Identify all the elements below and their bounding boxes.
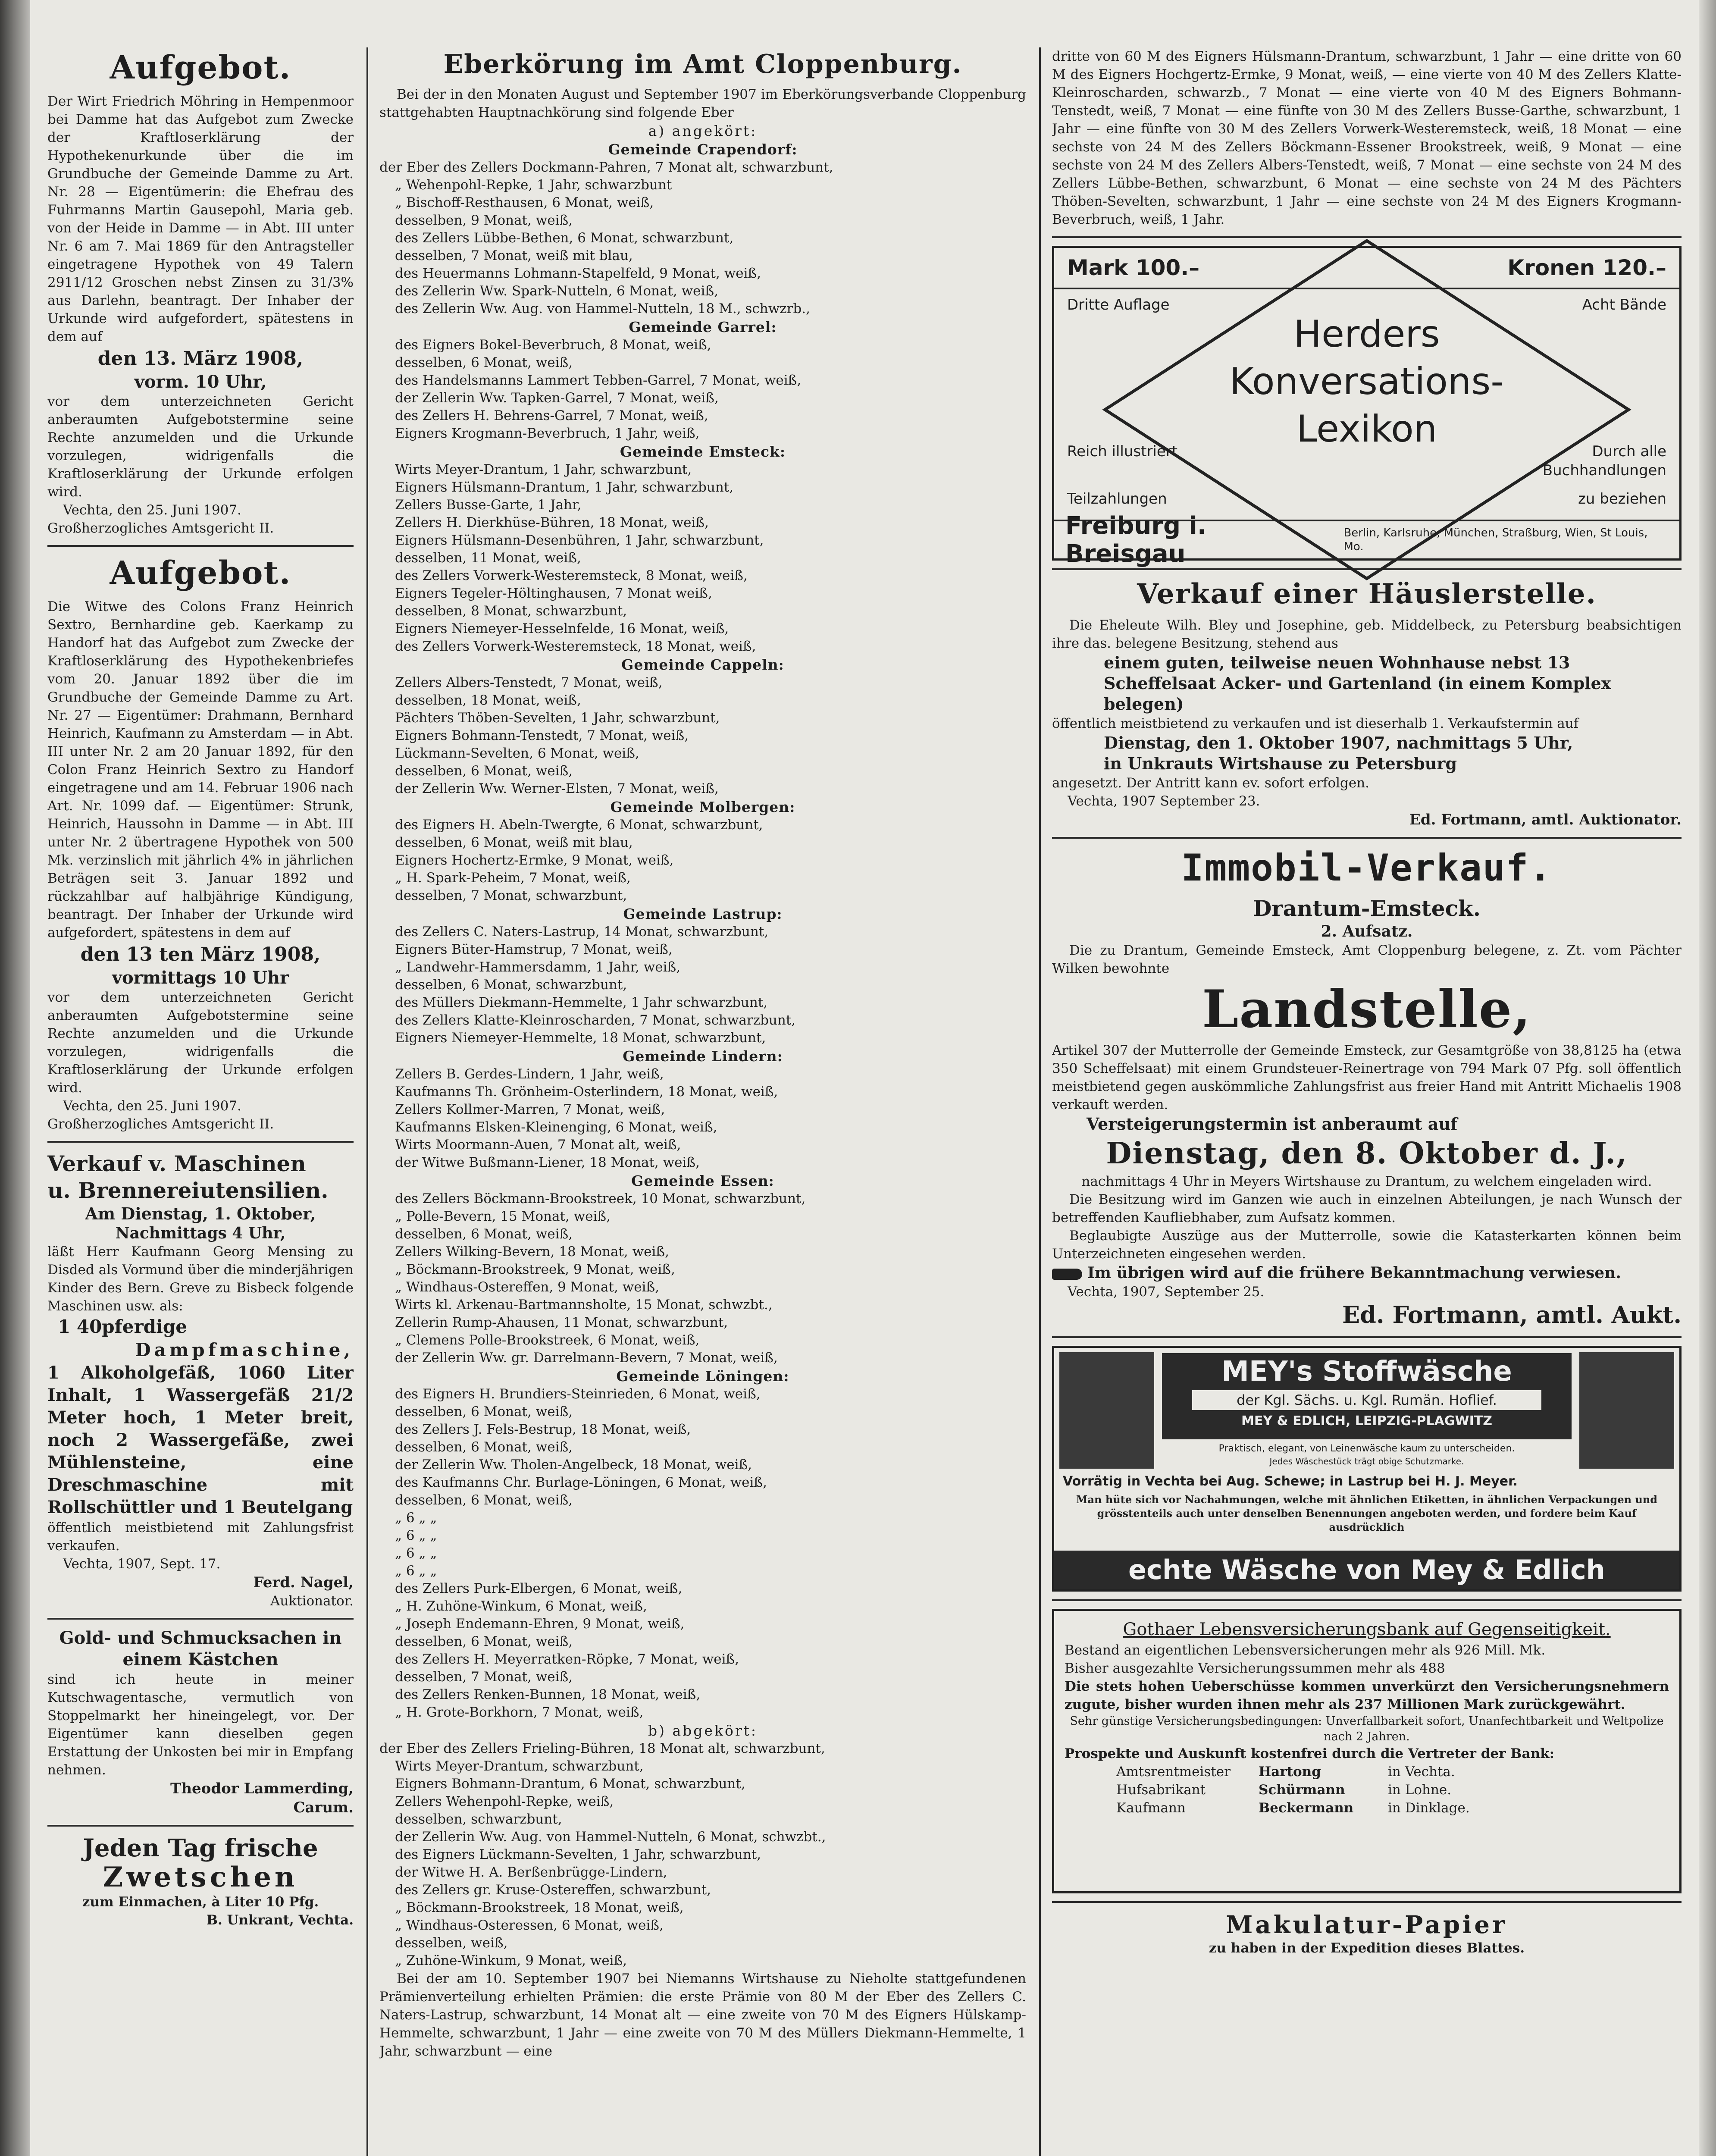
- notice-title: Aufgebot.: [110, 555, 291, 592]
- notice-makulatur: [1052, 1911, 1682, 1957]
- list-item: der Zellerin Ww. Tholen-Angelbeck, 18 Monat, weiß,: [395, 1457, 752, 1473]
- list-item: Eigners Niemeyer-Hesselnfelde, 16 Monat, weiß,: [395, 621, 729, 636]
- notice-item: 1 40pferdige: [58, 1316, 187, 1337]
- ad-warning: Man hüte sich vor Nachahmungen, welche mit ähnlichen Etiketten, in ähnlichen Verpackungen und grösstenteils auch unter denselben Benennungen angeboten werden, und fordere beim Kauf ausdrücklich: [1076, 1493, 1658, 1533]
- notice-text: sind ich heute in meiner Kutschwagentasche, vermutlich von Stoppelmarkt her hineingelegt, vor. Der Eigentümer kann dieselben gegen Erstattung der Unkosten bei mir in Empfang nehmen.: [47, 1672, 354, 1778]
- list-item: des Zellers H. Meyerratken-Röpke, 7 Monat, weiß,: [395, 1651, 739, 1667]
- list-item: Wirts Moormann-Auen, 7 Monat alt, weiß,: [395, 1137, 681, 1153]
- list-item: Wirts kl. Arkenau-Bartmannsholte, 15 Monat, schwzbt.,: [395, 1297, 773, 1313]
- notice-dateline: Vechta, 1907, September 25.: [1068, 1284, 1265, 1300]
- agent-place: in Dinklage.: [1388, 1800, 1470, 1816]
- list-item: Zellerin Rump-Ahausen, 11 Monat, schwarzbunt,: [395, 1315, 728, 1330]
- notice-date: Am Dienstag, 1. Oktober,: [85, 1204, 316, 1223]
- list-item: Kaufmanns Th. Grönheim-Osterlindern, 18 Monat, weiß,: [395, 1084, 778, 1100]
- table-row: [1065, 1763, 1669, 1781]
- list-item: der Witwe H. A. Berßenbrügge-Lindern,: [395, 1865, 667, 1880]
- list-item: des Zellers gr. Kruse-Ostereffen, schwarzbunt,: [395, 1882, 711, 1898]
- list-item: desselben, 8 Monat, schwarzbunt,: [395, 603, 627, 619]
- notice-aufgebot-1: [47, 49, 354, 537]
- notice-date: Dienstag, den 1. Oktober 1907, nachmittags 5 Uhr,: [1104, 733, 1573, 752]
- notice-time: nachmittags 4 Uhr in Meyers Wirtshause zu Drantum, zu welchem eingeladen wird.: [1081, 1174, 1652, 1189]
- notice-text: angesetzt. Der Antritt kann ev. sofort erfolgen.: [1052, 775, 1370, 791]
- ad-price-kronen: Kronen 120.–: [1507, 255, 1666, 280]
- list-item: desselben, 6 Monat, weiß,: [395, 355, 573, 370]
- notice-item: Dampfmaschine,: [135, 1339, 354, 1360]
- list-item: des Zellers J. Fels-Bestrup, 18 Monat, weiß,: [395, 1422, 691, 1437]
- notice-place: Vechta, den 25. Juni 1907.: [63, 1098, 241, 1114]
- ad-availability: Durch alle Buchhandlungen: [1542, 443, 1666, 479]
- notice-text: Die Eheleute Wilh. Bley und Josephine, geb. Middelbeck, zu Petersburg beabsichtigen ihre das. belegene Besitzung, stehend aus: [1052, 617, 1682, 651]
- list-item: der Witwe Bußmann-Liener, 18 Monat, weiß,: [395, 1155, 700, 1170]
- notice-court: Großherzogliches Amtsgericht II.: [47, 520, 274, 536]
- list-item: „ Joseph Endemann-Ehren, 9 Monat, weiß,: [395, 1616, 685, 1632]
- table-row: [1065, 1799, 1669, 1817]
- list-item: „ Landwehr-Hammersdamm, 1 Jahr, weiß,: [395, 959, 681, 975]
- ad-gothaer-versicherung: [1052, 1609, 1682, 1893]
- ad-price-mark: Mark 100.–: [1067, 255, 1200, 280]
- list-item: Zellers Albers-Tenstedt, 7 Monat, weiß,: [395, 675, 663, 690]
- list-item: Zellers Wehenpohl-Repke, weiß,: [395, 1794, 614, 1809]
- notice-maschinen: [47, 1150, 354, 1610]
- ad-firm: MEY & EDLICH, LEIPZIG-PLAGWITZ: [1241, 1413, 1492, 1429]
- ad-installments: Teilzahlungen: [1067, 490, 1167, 508]
- pointing-hand-icon: [1052, 1269, 1082, 1280]
- notice-property: einem guten, teilweise neuen Wohnhause nebst 13 Scheffelsaat Acker- und Gartenland (in einem Komplex belegen): [1104, 653, 1611, 714]
- notice-signature-place: Carum.: [293, 1799, 354, 1816]
- list-item: des Handelsmanns Lammert Tebben-Garrel, 7 Monat, weiß,: [395, 373, 802, 388]
- list-item: der Zellerin Ww. gr. Darrelmann-Bevern, 7 Monat, weiß,: [395, 1350, 778, 1366]
- column-left: [47, 47, 354, 2156]
- list-item: desselben, 11 Monat, weiß,: [395, 550, 581, 566]
- agent-role: Amtsrentmeister: [1116, 1764, 1231, 1780]
- list-item: Eigners Bohmann-Tenstedt, 7 Monat, weiß,: [395, 728, 689, 743]
- scan-edge-left: [0, 0, 30, 2156]
- column-rule: [1039, 47, 1041, 2156]
- municipality-heading: Gemeinde Cappeln:: [621, 656, 784, 673]
- notice-headline: Landstelle,: [1202, 979, 1531, 1040]
- notice-title: Verkauf einer Häuslerstelle.: [1137, 578, 1597, 610]
- list-item: desselben, 9 Monat, weiß,: [395, 213, 573, 228]
- notice-text: Beglaubigte Auszüge aus der Mutterrolle, sowie die Katasterkarten können beim Unterzeichneten eingesehen werden.: [1052, 1228, 1682, 1262]
- divider: [1052, 1336, 1682, 1338]
- list-item: Kaufmanns Elsken-Kleinenging, 6 Monat, weiß,: [395, 1119, 717, 1135]
- list-item: desselben, 6 Monat, weiß mit blau,: [395, 835, 633, 850]
- notice-date: Dienstag, den 8. Oktober d. J.,: [1106, 1136, 1628, 1171]
- list-item: des Eigners H. Abeln-Twergte, 6 Monat, schwarzbunt,: [395, 817, 763, 833]
- municipality-heading: Gemeinde Molbergen:: [610, 799, 795, 815]
- ad-publisher-bar: [1054, 512, 1679, 568]
- list-item: „ Böckmann-Brookstreek, 18 Monat, weiß,: [395, 1900, 684, 1915]
- ad-supplier: der Kgl. Sächs. u. Kgl. Rumän. Hoflief.: [1192, 1390, 1541, 1410]
- notice-title: Verkauf v. Maschinen: [47, 1151, 306, 1176]
- notice-date: den 13. März 1908,: [97, 348, 304, 370]
- ad-text: Prospekte und Auskunft kostenfrei durch die Vertreter der Bank:: [1065, 1746, 1555, 1761]
- list-item: des Zellers Böckmann-Brookstreek, 10 Monat, schwarzbunt,: [395, 1191, 806, 1206]
- notice-immobil: [1052, 846, 1682, 1329]
- divider: [1052, 1901, 1682, 1903]
- list-item: des Zellerin Ww. Spark-Nutteln, 6 Monat, weiß,: [395, 283, 718, 299]
- list-item: des Eigners H. Brundiers-Steinrieden, 6 Monat, weiß,: [395, 1386, 761, 1402]
- list-item: Eigners Tegeler-Höltinghausen, 7 Monat weiß,: [395, 586, 712, 601]
- notice-text: öffentlich meistbietend mit Zahlungsfrist verkaufen.: [47, 1520, 354, 1554]
- list-item: „ 6 „ „: [395, 1510, 437, 1526]
- list-item: „ H. Zuhöne-Winkum, 6 Monat, weiß,: [395, 1598, 647, 1614]
- ad-description: Praktisch, elegant, von Leinenwäsche kaum zu unterscheiden.: [1218, 1443, 1515, 1454]
- list-item: des Müllers Diekmann-Hemmelte, 1 Jahr schwarzbunt,: [395, 995, 768, 1010]
- list-item: Pächters Thöben-Sevelten, 1 Jahr, schwarzbunt,: [395, 710, 720, 726]
- list-item: Eigners Niemeyer-Hemmelte, 18 Monat, schwarzbunt,: [395, 1030, 766, 1046]
- list-item: des Eigners Lückmann-Sevelten, 1 Jahr, schwarzbunt,: [395, 1847, 761, 1862]
- divider: [47, 1141, 354, 1143]
- list-item: Wirts Meyer-Drantum, schwarzbunt,: [395, 1758, 644, 1774]
- notice-place: Vechta, 1907, Sept. 17.: [63, 1556, 221, 1572]
- list-item: des Zellers C. Naters-Lastrup, 14 Monat, schwarzbunt,: [395, 924, 769, 940]
- notice-text: zum Einmachen, à Liter 10 Pfg.: [82, 1894, 319, 1910]
- ad-stockists: Vorrätig in Vechta bei Aug. Schewe; in Lastrup bei H. J. Meyer.: [1063, 1474, 1518, 1489]
- list-item: desselben, 6 Monat, weiß,: [395, 1226, 573, 1242]
- list-item: Wirts Meyer-Drantum, 1 Jahr, schwarzbunt,: [395, 462, 692, 477]
- list-item: „ 6 „ „: [395, 1563, 437, 1579]
- notice-signature: Ferd. Nagel,: [253, 1574, 354, 1591]
- notice-title: u. Brennereiutensilien.: [47, 1178, 329, 1203]
- notice-time: vormittags 10 Uhr: [112, 968, 289, 988]
- notice-text: Die zu Drantum, Gemeinde Emsteck, Amt Cloppenburg belegene, z. Zt. vom Pächter Wilken bewohnte: [1052, 943, 1682, 976]
- list-item: Zellers H. Dierkhüse-Bühren, 18 Monat, weiß,: [395, 515, 709, 530]
- notice-title: Zwetschen: [103, 1861, 298, 1893]
- section-label: a) angekört:: [648, 122, 758, 139]
- list-item: „ Windhaus-Osteressen, 6 Monat, weiß,: [395, 1918, 664, 1933]
- list-item: desselben, weiß,: [395, 1935, 508, 1951]
- notice-text: Der Wirt Friedrich Möhring in Hempenmoor bei Damme hat das Aufgebot zum Zwecke der Kraftloserklärung der Hypothekenurkunde über die im Grundbuche der Gemeinde Damme zu Art. Nr. 28 — Eigentümerin: die Ehefrau des Fuhrmanns Martin Gausepohl, Maria geb. von der Heide in Damme — in Abt. III unter Nr. 6 am 7. Mai 1869 für den Antragsteller eingetragene Hypothek von 49 Talern 2911/12 Groschen nebst Zinsen zu 31/3% aus Darlehn, beantragt. Der Inhaber der Urkunde wird aufgefordert, spätestens in dem auf: [47, 94, 354, 345]
- list-item: Eigners Hülsmann-Drantum, 1 Jahr, schwarzbunt,: [395, 479, 734, 495]
- list-item: desselben, 7 Monat, weiß,: [395, 1669, 573, 1685]
- notice-subtitle: 2. Aufsatz.: [1321, 922, 1413, 940]
- article-intro: Bei der in den Monaten August und September 1907 im Eberkörungsverbande Cloppenburg stattgehabten Hauptnachkörung sind folgende Eber: [379, 87, 1026, 120]
- ad-volumes: Acht Bände: [1582, 296, 1666, 313]
- ad-availability: zu beziehen: [1578, 490, 1666, 508]
- list-item: Eigners Hülsmann-Desenbühren, 1 Jahr, schwarzbunt,: [395, 533, 764, 548]
- collar-icon: [1059, 1352, 1154, 1469]
- agent-name: Hartong: [1259, 1764, 1321, 1780]
- list-item: desselben, 6 Monat, weiß,: [395, 1634, 573, 1649]
- agent-name: Beckermann: [1259, 1800, 1354, 1816]
- list-item: der Eber des Zellers Frieling-Bühren, 18 Monat alt, schwarzbunt,: [379, 1741, 825, 1756]
- ad-title: Gothaer Lebensversicherungsbank auf Gegenseitigkeit.: [1123, 1620, 1611, 1639]
- notice-haeusler: [1052, 578, 1682, 829]
- notice-text: vor dem unterzeichneten Gericht anberaumten Aufgebotstermine seine Rechte anzumelden und die Urkunde vorzulegen, widrigenfalls die Kraftloserklärung der Urkunde erfolgen wird.: [47, 990, 354, 1096]
- newspaper-page: [47, 47, 1682, 2156]
- notice-court: Großherzogliches Amtsgericht II.: [47, 1116, 274, 1132]
- list-item: des Zellers H. Behrens-Garrel, 7 Monat, weiß,: [395, 408, 708, 423]
- list-item: des Zellers Klatte-Kleinroscharden, 7 Monat, schwarzbunt,: [395, 1012, 796, 1028]
- list-item: desselben, 7 Monat, schwarzbunt,: [395, 888, 627, 903]
- notice-text: läßt Herr Kaufmann Georg Mensing zu Disded als Vormund über die minderjährigen Kinder des Bern. Greve zu Bisbeck folgende Maschinen usw. als:: [47, 1244, 354, 1314]
- list-item: desselben, 6 Monat, schwarzbunt,: [395, 977, 627, 993]
- column-middle: [379, 47, 1026, 2156]
- notice-text: Die Witwe des Colons Franz Heinrich Sextro, Bernhardine geb. Kaerkamp zu Handorf hat das Aufgebot zum Zwecke der Kraftloserklärung des Hypothekenbriefes vom 20. Januar 1892 über die im Grundbuche der Gemeinde Damme zu Art. Nr. 27 — Eigentümer: Drahmann, Bernhard Heinrich, Kaufmann zu Amsterdam — in Abt. III unter Nr. 2 am 20 Januar 1892, für den Colon Franz Heinrich Sextro zu Handorf eingetragene und am 14. Februar 1906 nach Art. Nr. 1099 daf. — Eigentümer: Strunk, Heinrich, Haussohn in Damme — in Abt. III unter Nr. 2 übertragene Hypothek von 500 Mk. verzinslich mit jährlich 4% in jährlichen Beträgen seit 3. Januar 1892 und rückzahlbar auf halbjährige Kündigung, beantragt. Der Inhaber der Urkunde wird aufgefordert, spätestens in dem auf: [47, 599, 354, 940]
- ad-title: Konversations-: [1229, 360, 1504, 403]
- notice-gold: [47, 1627, 354, 1817]
- article-continuation: dritte von 60 M des Eigners Hülsmann-Drantum, schwarzbunt, 1 Jahr — eine dritte von 60 M des Eigners Hochgertz-Ermke, 9 Monat, weiß, — eine vierte von 40 M des Zellers Klatte-Kleinroscharden, schwarzb., 7 Monat — eine vierte von 40 M des Eigners Bohmann-Tenstedt, weiß, 7 Monat — eine fünfte von 30 M des Zellers Busse-Garthe, schwarzbunt, 1 Jahr — eine fünfte von 30 M des Zellers Vorwerk-Westeremsteck, weiß, 18 Monat — eine sechste von 24 M des Zellers Böckmann-Essener Brookstreek, weiß, 9 Monat — eine sechste von 24 M des Zellers Albers-Tenstedt, weiß, 7 Monat — eine sechste von 24 M des Zellers Lübbe-Bethen, schwarzbunt, 6 Monat — eine sechste von 24 M des Pächters Thöben-Sevelten, schwarzbunt, 1 Jahr — eine sechste von 24 M des Eigners Krogmann-Beverbruch, weiß, 1 Jahr.: [1052, 49, 1682, 227]
- list-item: desselben, 7 Monat, weiß mit blau,: [395, 248, 633, 263]
- notice-text: Im übrigen wird auf die frühere Bekanntmachung verwiesen.: [1087, 1264, 1621, 1282]
- table-row: [1065, 1781, 1669, 1799]
- notice-text: öffentlich meistbietend zu verkaufen und ist dieserhalb 1. Verkaufstermin auf: [1052, 716, 1579, 731]
- notice-title: Gold- und Schmucksachen in einem Kästchen: [59, 1628, 342, 1670]
- boar-rejected-list: [379, 1740, 1026, 1970]
- agent-place: in Vechta.: [1388, 1764, 1455, 1780]
- list-item: Zellers Busse-Garte, 1 Jahr,: [395, 497, 582, 513]
- ad-text: Die stets hohen Ueberschüsse kommen unverkürzt den Versicherungsnehmern zugute, bisher wurden ihnen mehr als 237 Millionen Mark zurückgewährt.: [1065, 1679, 1669, 1712]
- notice-dateline: Vechta, 1907 September 23.: [1068, 793, 1260, 809]
- list-item: „ H. Spark-Peheim, 7 Monat, weiß,: [395, 870, 631, 886]
- agent-role: Kaufmann: [1116, 1800, 1186, 1816]
- municipality-heading: Gemeinde Lastrup:: [623, 906, 783, 922]
- list-item: des Zellerin Ww. Aug. von Hammel-Nutteln, 18 M., schwzrb.,: [395, 301, 810, 317]
- ad-description: Jedes Wäschestück trägt obige Schutzmarke.: [1269, 1456, 1464, 1467]
- list-item: „ Böckmann-Brookstreek, 9 Monat, weiß,: [395, 1262, 675, 1277]
- ad-mey-stoffwaesche: [1052, 1346, 1682, 1592]
- municipality-heading: Gemeinde Löningen:: [616, 1368, 789, 1385]
- notice-zwetschen: [47, 1834, 354, 1929]
- notice-title: Aufgebot.: [110, 49, 291, 86]
- list-item: des Zellers Renken-Bunnen, 18 Monat, weiß,: [395, 1687, 701, 1702]
- notice-signature: Ed. Fortmann, amtl. Auktionator.: [1409, 811, 1682, 828]
- notice-subtitle: Drantum-Emsteck.: [1253, 896, 1481, 921]
- list-item: desselben, 6 Monat, weiß,: [395, 1439, 573, 1455]
- list-item: der Zellerin Ww. Werner-Elsten, 7 Monat, weiß,: [395, 781, 719, 796]
- list-item: des Kaufmanns Chr. Burlage-Löningen, 6 Monat, weiß,: [395, 1475, 767, 1490]
- divider: [47, 1825, 354, 1827]
- notice-place: Vechta, den 25. Juni 1907.: [63, 502, 241, 518]
- list-item: „ 6 „ „: [395, 1545, 437, 1561]
- municipality-heading: Gemeinde Lindern:: [623, 1048, 783, 1065]
- divider: [47, 1618, 354, 1620]
- notice-text: vor dem unterzeichneten Gericht anberaumten Aufgebotstermine seine Rechte anzumelden und die Urkunde vorzulegen, widrigenfalls die Kraftloserklärung der Urkunde erfolgen wird.: [47, 394, 354, 500]
- notice-signature-role: Auktionator.: [270, 1593, 354, 1609]
- agent-role: Hufsabrikant: [1116, 1782, 1206, 1798]
- list-item: der Zellerin Ww. Aug. von Hammel-Nutteln, 6 Monat, schwzbt.,: [395, 1829, 826, 1845]
- ad-edition: Dritte Auflage: [1067, 296, 1170, 313]
- notice-item: 1 Alkoholgefäß, 1060 Liter Inhalt, 1 Wassergefäß 21/2 Meter hoch, 1 Meter breit, noch 2 Wassergefäße, zwei Mühlensteine, eine Dreschmaschine mit Rollschüttler und 1 Beutelgang: [47, 1363, 354, 1517]
- notice-title: Jeden Tag frische: [83, 1834, 318, 1862]
- list-item: des Eigners Bokel-Beverbruch, 8 Monat, weiß,: [395, 337, 711, 353]
- notice-text: Artikel 307 der Mutterrolle der Gemeinde Emsteck, zur Gesamtgröße von 38,8125 ha (etwa 350 Scheffelsaat) mit einem Grundsteuer-Reinertrage von 794 Mark 07 Pfg. soll öffentlich meistbietend gegen auskömmliche Zahlungsfrist aus freier Hand mit Antritt Michaelis 1908 verkauft werden.: [1052, 1043, 1682, 1112]
- divider: [47, 545, 354, 547]
- list-item: Zellers Wilking-Bevern, 18 Monat, weiß,: [395, 1244, 669, 1260]
- municipality-heading: Gemeinde Essen:: [631, 1172, 774, 1189]
- article-title: Eberkörung im Amt Cloppenburg.: [443, 49, 962, 79]
- ad-illustrated: Reich illustriert: [1067, 443, 1178, 460]
- list-item: desselben, schwarzbunt,: [395, 1811, 562, 1827]
- municipality-heading: Gemeinde Crapendorf:: [608, 141, 798, 158]
- ad-text: Sehr günstige Versicherungsbedingungen: Unverfallbarkeit sofort, Unanfechtbarkeit und Weltpolize nach 2 Jahren.: [1070, 1714, 1664, 1743]
- notice-aufgebot-2: [47, 555, 354, 1133]
- list-item: Lückmann-Sevelten, 6 Monat, weiß,: [395, 746, 639, 761]
- list-item: „ Polle-Bevern, 15 Monat, weiß,: [395, 1209, 611, 1224]
- notice-signature: Ed. Fortmann, amtl. Aukt.: [1342, 1301, 1682, 1329]
- scan-edge-right: [1699, 0, 1716, 2156]
- notice-place: in Unkrauts Wirtshause zu Petersburg: [1104, 754, 1457, 773]
- list-item: „ Windhaus-Ostereffen, 9 Monat, weiß,: [395, 1279, 660, 1295]
- list-item: der Zellerin Ww. Tapken-Garrel, 7 Monat, weiß,: [395, 390, 719, 406]
- notice-date: den 13 ten März 1908,: [80, 943, 321, 965]
- list-item: desselben, 6 Monat, weiß,: [395, 763, 573, 779]
- list-item: Zellers Kollmer-Marren, 7 Monat, weiß,: [395, 1102, 665, 1117]
- list-item: desselben, 18 Monat, weiß,: [395, 693, 581, 708]
- ad-brand: MEY's Stoffwäsche: [1221, 1356, 1512, 1388]
- divider: [1052, 236, 1682, 238]
- municipality-heading: Gemeinde Garrel:: [629, 319, 777, 335]
- cuff-icon: [1579, 1352, 1674, 1469]
- boar-sections: [379, 140, 1026, 1721]
- list-item: „ 6 „ „: [395, 1528, 437, 1543]
- column-right: [1052, 47, 1682, 2156]
- list-item: des Heuermanns Lohmann-Stapelfeld, 9 Monat, weiß,: [395, 266, 761, 281]
- divider: [1052, 1599, 1682, 1601]
- list-item: des Zellers Purk-Elbergen, 6 Monat, weiß,: [395, 1581, 683, 1596]
- ad-agent-list: [1065, 1763, 1669, 1817]
- ad-herder-lexikon: [1052, 246, 1682, 568]
- list-item: Zellers B. Gerdes-Lindern, 1 Jahr, weiß,: [395, 1066, 664, 1082]
- notice-termin: Versteigerungstermin ist anberaumt auf: [1087, 1114, 1458, 1134]
- notice-time: Nachmittags 4 Uhr,: [115, 1224, 286, 1242]
- list-item: „ Zuhöne-Winkum, 9 Monat, weiß,: [395, 1953, 627, 1968]
- notice-title: Immobil-Verkauf.: [1181, 846, 1553, 890]
- list-item: Eigners Krogmann-Beverbruch, 1 Jahr, weiß,: [395, 426, 700, 441]
- section-label: b) abgekört:: [648, 1722, 758, 1739]
- agent-place: in Lohne.: [1388, 1782, 1452, 1798]
- list-item: „ H. Grote-Borkhorn, 7 Monat, weiß,: [395, 1705, 644, 1720]
- ad-publisher: Freiburg i. Breisgau: [1065, 512, 1207, 568]
- ad-cities: Berlin, Karlsruhe, München, Straßburg, Wien, St Louis, Mo.: [1343, 526, 1648, 553]
- notice-title: Makulatur-Papier: [1226, 1911, 1508, 1939]
- ad-title: Lexikon: [1296, 407, 1437, 451]
- list-item: des Zellers Vorwerk-Westeremsteck, 8 Monat, weiß,: [395, 568, 748, 583]
- list-item: Eigners Bohmann-Drantum, 6 Monat, schwarzbunt,: [395, 1776, 745, 1792]
- ad-banner: [1162, 1353, 1572, 1439]
- notice-signature: B. Unkrant, Vechta.: [206, 1912, 354, 1928]
- notice-signature: Theodor Lammerding,: [170, 1780, 354, 1797]
- municipality-heading: Gemeinde Emsteck:: [620, 443, 786, 460]
- list-item: „ Bischoff-Resthausen, 6 Monat, weiß,: [395, 195, 654, 210]
- agent-name: Schürmann: [1259, 1782, 1345, 1798]
- notice-text: zu haben in der Expedition dieses Blattes.: [1209, 1940, 1525, 1956]
- list-item: der Eber des Zellers Dockmann-Pahren, 7 Monat alt, schwarzbunt,: [379, 160, 833, 175]
- list-item: des Zellers Lübbe-Bethen, 6 Monat, schwarzbunt,: [395, 230, 734, 246]
- column-rule: [366, 47, 368, 2156]
- ad-text: Bisher ausgezahlte Versicherungssummen mehr als 488: [1065, 1661, 1445, 1676]
- list-item: Eigners Hochertz-Ermke, 9 Monat, weiß,: [395, 852, 674, 868]
- ad-text: Bestand an eigentlichen Lebensversicherungen mehr als 926 Mill. Mk.: [1065, 1642, 1546, 1658]
- list-item: desselben, 6 Monat, weiß,: [395, 1404, 573, 1420]
- article-closing: Bei der am 10. September 1907 bei Niemanns Wirtshause zu Nieholte stattgefundenen Prämienverteilung erhielten Prämien: die erste Prämie von 80 M der Eber des Zellers C. Naters-Lastrup, schwarzbunt, 14 Monat alt — eine zweite von 70 M des Eigners Hülskamp-Hemmelte, schwarzbunt, 1 Jahr — eine zweite von 70 M des Müllers Diekmann-Hemmelte, 1 Jahr, schwarzbunt — eine: [379, 1971, 1026, 2059]
- list-item: Eigners Büter-Hamstrup, 7 Monat, weiß,: [395, 942, 673, 957]
- ad-title: Herders: [1293, 313, 1440, 356]
- divider: [1052, 837, 1682, 839]
- list-item: des Zellers Vorwerk-Westeremsteck, 18 Monat, weiß,: [395, 639, 756, 654]
- list-item: desselben, 6 Monat, weiß,: [395, 1492, 573, 1508]
- notice-text: Die Besitzung wird im Ganzen wie auch in einzelnen Abteilungen, je nach Wunsch der betreffenden Kaufliebhaber, zum Aufsatz kommen.: [1052, 1192, 1682, 1225]
- list-item: „ Wehenpohl-Repke, 1 Jahr, schwarzbunt: [395, 177, 672, 193]
- notice-time: vorm. 10 Uhr,: [134, 372, 267, 392]
- ad-footer: echte Wäsche von Mey & Edlich: [1054, 1551, 1679, 1589]
- list-item: „ Clemens Polle-Brookstreek, 6 Monat, weiß,: [395, 1332, 700, 1348]
